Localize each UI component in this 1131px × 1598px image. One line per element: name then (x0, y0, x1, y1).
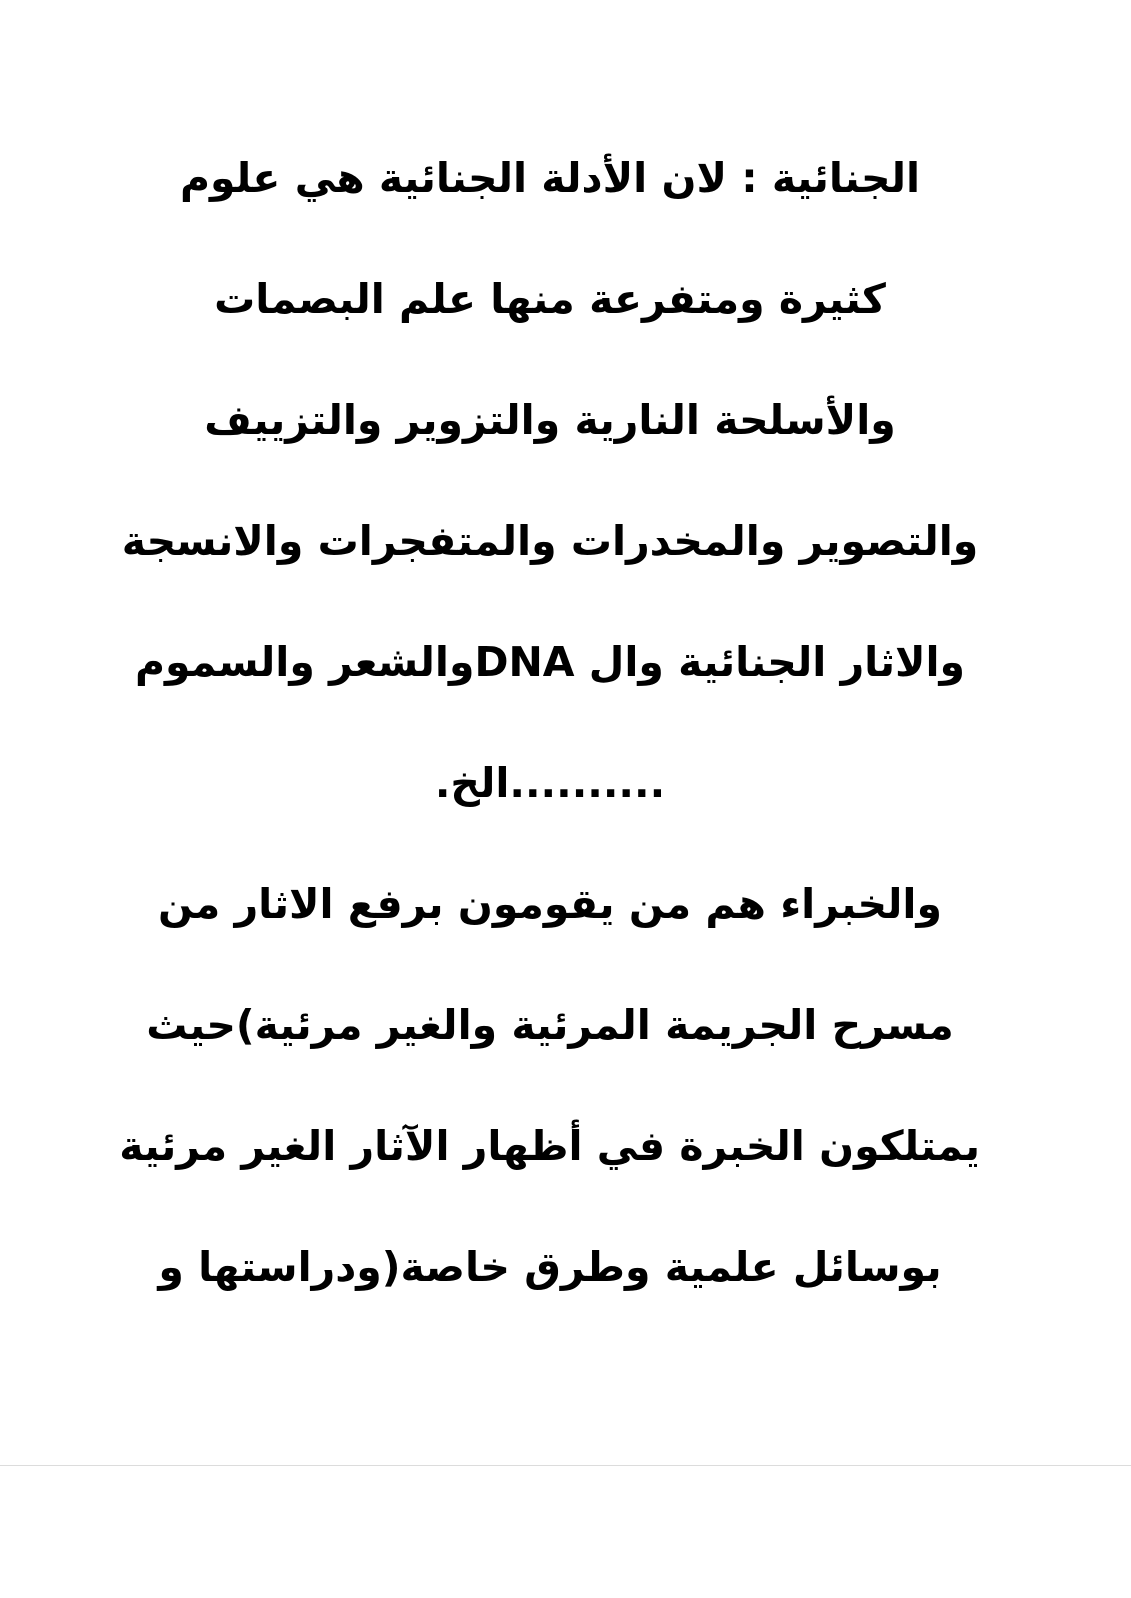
text-line-3: والأسلحة النارية والتزوير والتزييف (204, 396, 896, 444)
text-line-5: والاثار الجنائية وال DNAوالشعر والسموم (134, 638, 966, 686)
text-line-7: والخبراء هم من يقومون برفع الاثار من (158, 880, 942, 928)
text-line-8: مسرح الجريمة المرئية والغير مرئية)حيث (146, 1001, 954, 1049)
text-line-6: ..........الخ. (434, 759, 666, 807)
text-line-4: والتصوير والمخدرات والمتفجرات والانسجة (121, 517, 979, 565)
next-page-area (0, 1466, 1131, 1598)
text-line-9: يمتلكون الخبرة في أظهار الآثار الغير مرئية (119, 1122, 980, 1170)
text-line-1: الجنائية : لان الأدلة الجنائية هي علوم (179, 154, 921, 202)
text-line-2: كثيرة ومتفرعة منها علم البصمات (214, 275, 886, 323)
text-line-10: بوسائل علمية وطرق خاصة(ودراستها و (158, 1243, 942, 1291)
document-body (120, 138, 980, 1348)
